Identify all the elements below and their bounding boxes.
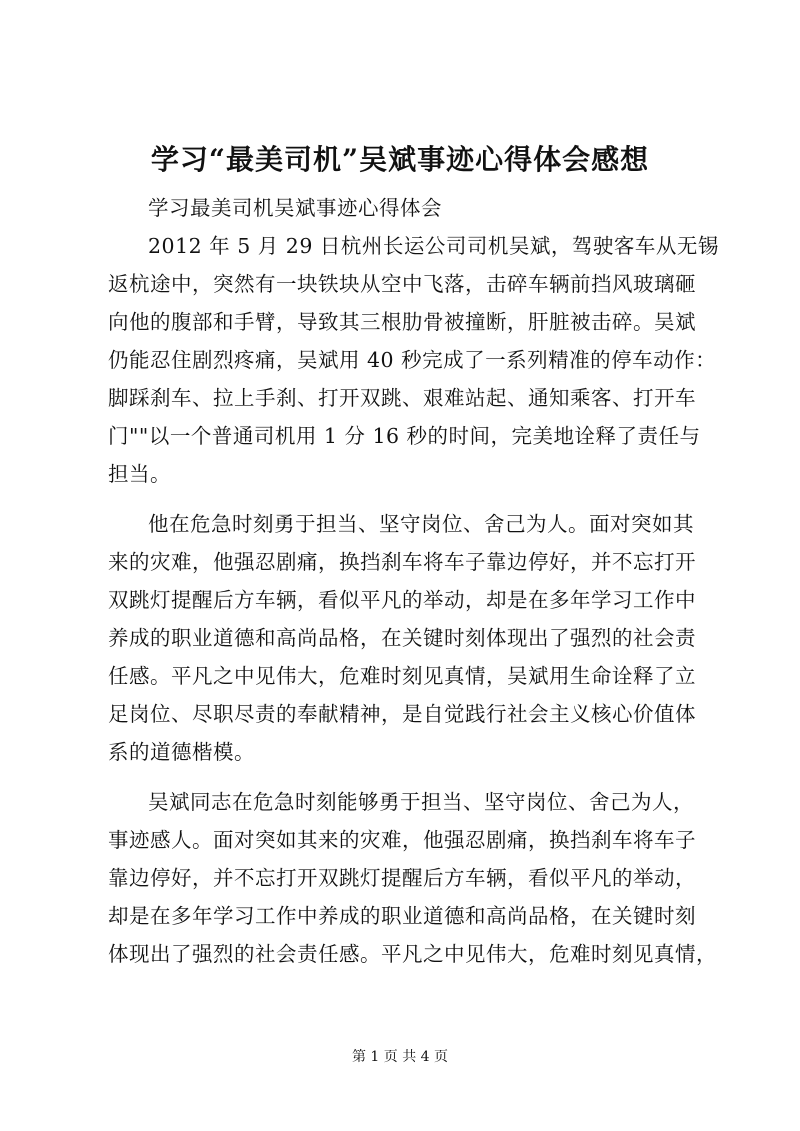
paragraph-3-line: 事迹感人。面对突如其来的灾难，他强忍剧痛，换挡刹车将车子 <box>108 828 696 852</box>
paragraph-3-line: 体现出了强烈的社会责任感。平凡之中见伟大，危难时刻见真情， <box>108 942 717 966</box>
paragraph-2-line: 双跳灯提醒后方车辆，看似平凡的举动，却是在多年学习工作中 <box>108 588 696 612</box>
document-subtitle: 学习最美司机吴斌事迹心得体会 <box>148 196 442 220</box>
paragraph-2-line: 系的道德楷模。 <box>108 740 255 764</box>
paragraph-2-line: 他在危急时刻勇于担当、坚守岗位、舍己为人。面对突如其 <box>148 512 694 536</box>
paragraph-3-line: 却是在多年学习工作中养成的职业道德和高尚品格，在关键时刻 <box>108 904 696 928</box>
document-title: 学习“最美司机”吴斌事迹心得体会感想 <box>150 143 650 176</box>
paragraph-2-line: 来的灾难，他强忍剧痛，换挡刹车将车子靠边停好，并不忘打开 <box>108 550 696 574</box>
paragraph-3-line: 靠边停好，并不忘打开双跳灯提醒后方车辆，看似平凡的举动， <box>108 866 696 890</box>
paragraph-1-line: 返杭途中，突然有一块铁块从空中飞落，击碎车辆前挡风玻璃砸 <box>108 272 696 296</box>
paragraph-1-line: 向他的腹部和手臂，导致其三根肋骨被撞断，肝脏被击碎。吴斌 <box>108 310 696 334</box>
paragraph-2-line: 养成的职业道德和高尚品格，在关键时刻体现出了强烈的社会责 <box>108 626 696 650</box>
paragraph-1-line: 2012 年 5 月 29 日杭州长运公司司机吴斌，驾驶客车从无锡 <box>148 234 719 258</box>
paragraph-2-line: 任感。平凡之中见伟大，危难时刻见真情，吴斌用生命诠释了立 <box>108 664 696 688</box>
paragraph-2-line: 足岗位、尽职尽责的奉献精神，是自觉践行社会主义核心价值体 <box>108 702 696 726</box>
page-footer: 第 1 页 共 4 页 <box>351 1049 449 1065</box>
paragraph-1-line: 担当。 <box>108 462 171 486</box>
paragraph-1-line: 仍能忍住剧烈疼痛，吴斌用 40 秒完成了一系列精准的停车动作： <box>108 348 717 372</box>
paragraph-1-line: 门""以一个普通司机用 1 分 16 秒的时间，完美地诠释了责任与 <box>108 424 701 448</box>
paragraph-1-line: 脚踩刹车、拉上手刹、打开双跳、艰难站起、通知乘客、打开车 <box>108 386 696 410</box>
paragraph-3-line: 吴斌同志在危急时刻能够勇于担当、坚守岗位、舍己为人， <box>148 790 694 814</box>
